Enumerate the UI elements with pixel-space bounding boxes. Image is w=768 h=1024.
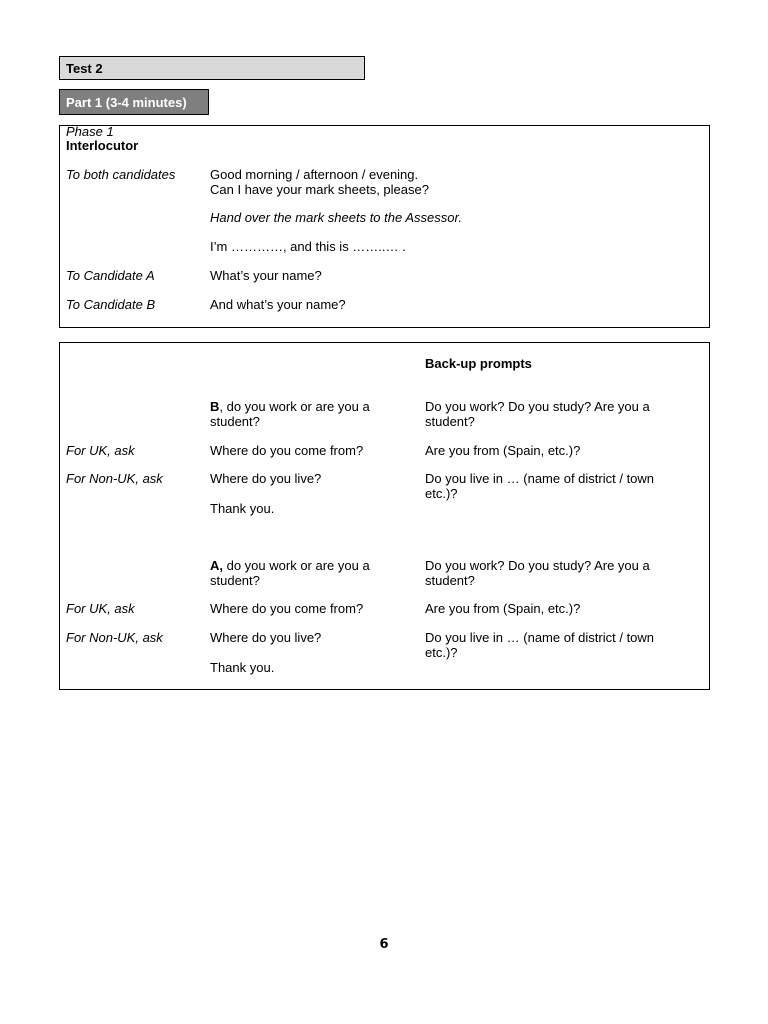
a-uk-question: Where do you come from? — [210, 601, 364, 616]
candidate-a-name: A, — [210, 558, 223, 573]
phase-label: Phase 1 — [66, 124, 114, 139]
test-title: Test 2 — [59, 56, 365, 80]
a-uk-label: For UK, ask — [66, 601, 135, 616]
candidate-b-name: B — [210, 399, 220, 414]
greeting-line-2: Can I have your mark sheets, please? — [210, 182, 429, 197]
a-uk-backup: Are you from (Spain, etc.)? — [425, 601, 581, 616]
b-work-question-rest: , do you work or are you a — [219, 399, 370, 414]
b-work-question-line-2: student? — [210, 414, 260, 429]
page-number: 6 — [379, 937, 389, 952]
b-nonuk-label: For Non-UK, ask — [66, 471, 163, 486]
b-work-backup-line-2: student? — [425, 414, 475, 429]
greeting-line-1: Good morning / afternoon / evening. — [210, 167, 419, 182]
a-work-backup-line-1: Do you work? Do you study? Are you a — [425, 558, 650, 573]
a-nonuk-question: Where do you live? — [210, 630, 322, 645]
a-nonuk-backup-line-2: etc.)? — [425, 645, 458, 660]
a-work-backup-line-2: student? — [425, 573, 475, 588]
b-thank-you: Thank you. — [210, 501, 275, 516]
a-work-question-rest: do you work or are you a — [223, 558, 370, 573]
introduction-line: I’m …………, and this is ……..… . — [210, 239, 406, 254]
a-work-question-line-2: student? — [210, 573, 260, 588]
part-title: Part 1 (3-4 minutes) — [59, 89, 209, 115]
b-uk-question: Where do you come from? — [210, 443, 364, 458]
a-nonuk-label: For Non-UK, ask — [66, 630, 163, 645]
a-work-question-line-1 — [210, 558, 370, 573]
b-nonuk-backup-line-1: Do you live in … (name of district / town — [425, 471, 655, 486]
b-work-backup-line-1: Do you work? Do you study? Are you a — [425, 399, 650, 414]
backup-prompts-heading: Back-up prompts — [425, 356, 532, 371]
candidate-a-label: To Candidate A — [66, 268, 155, 283]
both-candidates-label: To both candidates — [66, 167, 176, 182]
b-nonuk-backup-line-2: etc.)? — [425, 486, 458, 501]
candidate-a-question: What’s your name? — [210, 268, 322, 283]
a-thank-you: Thank you. — [210, 660, 275, 675]
interlocutor-label: Interlocutor — [66, 138, 139, 153]
b-work-question-line-1 — [210, 399, 370, 414]
b-nonuk-question: Where do you live? — [210, 471, 322, 486]
candidate-b-label: To Candidate B — [66, 297, 156, 312]
b-uk-label: For UK, ask — [66, 443, 135, 458]
b-uk-backup: Are you from (Spain, etc.)? — [425, 443, 581, 458]
phase1-box — [59, 125, 710, 328]
assessor-instruction: Hand over the mark sheets to the Assessor. — [210, 210, 462, 225]
a-nonuk-backup-line-1: Do you live in … (name of district / town — [425, 630, 655, 645]
candidate-b-question: And what’s your name? — [210, 297, 346, 312]
